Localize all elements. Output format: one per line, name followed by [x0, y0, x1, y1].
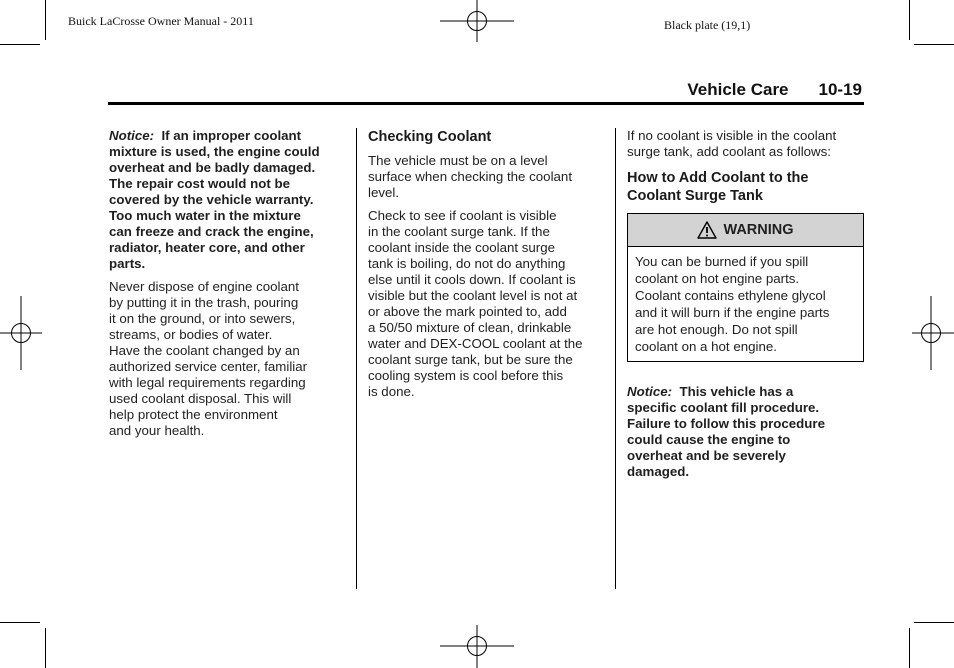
running-head — [687, 80, 862, 100]
body-line: else until it cools down. If coolant is — [368, 272, 576, 287]
crop-mark-bl-vertical — [45, 628, 46, 668]
body-line: a 50/50 mixture of clean, drinkable — [368, 320, 572, 335]
notice-line: damaged. — [627, 464, 690, 479]
body-line: with legal requirements regarding — [109, 375, 306, 390]
crop-mark-tl-horizontal — [0, 44, 40, 45]
check-surge-tank-paragraph — [368, 208, 610, 400]
column-1 — [109, 128, 349, 446]
body-line: If no coolant is visible in the coolant — [627, 128, 837, 143]
body-line: Check to see if coolant is visible — [368, 208, 557, 223]
body-line: in the coolant surge tank. If the — [368, 224, 550, 239]
heading-line: Coolant Surge Tank — [627, 188, 763, 204]
body-line: cooling system is cool before this — [368, 368, 564, 383]
notice-line: overheat and be badly damaged. — [109, 160, 316, 175]
section-title: Vehicle Care — [687, 80, 789, 99]
registration-mark-right — [910, 296, 954, 370]
body-line: is done. — [368, 384, 415, 399]
notice-line: specific coolant fill procedure. — [627, 400, 820, 415]
body-line: The vehicle must be on a level — [368, 153, 548, 168]
body-line: water and DEX-COOL coolant at the — [368, 336, 583, 351]
column-divider-2 — [615, 128, 616, 589]
crop-mark-tr-vertical — [909, 0, 910, 40]
body-line: streams, or bodies of water. — [109, 327, 273, 342]
body-line: visible but the coolant level is not at — [368, 288, 578, 303]
body-line: it on the ground, or into sewers, — [109, 311, 296, 326]
notice-line: parts. — [109, 256, 146, 271]
body-line: coolant surge tank, but be sure the — [368, 352, 573, 367]
body-line: level. — [368, 185, 400, 200]
body-line: and your health. — [109, 423, 205, 438]
body-line: used coolant disposal. This will — [109, 391, 292, 406]
body-line: surface when checking the coolant — [368, 169, 573, 184]
notice-line: Failure to follow this procedure — [627, 416, 825, 431]
crop-mark-tl-vertical — [45, 0, 46, 40]
page-number: 10-19 — [818, 80, 862, 99]
no-coolant-intro — [627, 128, 864, 160]
manual-title: Buick LaCrosse Owner Manual - 2011 — [68, 14, 254, 28]
column-3 — [627, 128, 864, 487]
notice-line: mixture is used, the engine could — [109, 144, 320, 159]
warning-header — [628, 214, 863, 247]
warning-line: coolant on a hot engine. — [635, 339, 777, 354]
column-divider-1 — [356, 128, 357, 589]
body-line: tank is boiling, do not do anything — [368, 256, 566, 271]
warning-title: WARNING — [723, 222, 794, 238]
notice-line: could cause the engine to — [627, 432, 791, 447]
body-line: by putting it in the trash, pouring — [109, 295, 299, 310]
notice-line: The repair cost would not be — [109, 176, 291, 191]
notice-line: can freeze and crack the engine, — [109, 224, 314, 239]
body-line: coolant inside the coolant surge — [368, 240, 556, 255]
body-line: authorized service center, familiar — [109, 359, 308, 374]
body-line: Never dispose of engine coolant — [109, 279, 299, 294]
notice-line: If an improper coolant — [161, 128, 302, 143]
level-surface-paragraph — [368, 153, 610, 201]
warning-body — [628, 247, 863, 361]
notice-line: covered by the vehicle warranty. — [109, 192, 314, 207]
coolant-disposal-paragraph — [109, 279, 349, 439]
crop-mark-tr-horizontal — [914, 44, 954, 45]
crop-mark-br-horizontal — [914, 622, 954, 623]
crop-mark-br-vertical — [909, 628, 910, 668]
notice-line: This vehicle has a — [679, 384, 794, 399]
body-line: surge tank, add coolant as follows: — [627, 144, 832, 159]
registration-mark-bottom — [440, 625, 514, 668]
column-2 — [368, 128, 610, 407]
warning-line: You can be burned if you spill — [635, 254, 809, 269]
warning-triangle-icon — [697, 221, 717, 239]
notice-line: radiator, heater core, and other — [109, 240, 305, 255]
body-line: Have the coolant changed by an — [109, 343, 300, 358]
notice-label: Notice: — [627, 384, 673, 399]
notice-line: overheat and be severely — [627, 448, 786, 463]
plate-label: Black plate (19,1) — [664, 18, 751, 32]
notice-label: Notice: — [109, 128, 155, 143]
heading-line: How to Add Coolant to the — [627, 170, 809, 186]
warning-line: and it will burn if the engine parts — [635, 305, 830, 320]
body-line: or above the mark pointed to, add — [368, 304, 567, 319]
registration-mark-top — [440, 0, 514, 44]
registration-mark-left — [0, 296, 44, 370]
warning-line: coolant on hot engine parts. — [635, 271, 800, 286]
notice-engine-coolant — [109, 128, 349, 272]
body-line: help protect the environment — [109, 407, 278, 422]
warning-line: are hot enough. Do not spill — [635, 322, 798, 337]
header-rule — [108, 102, 864, 105]
notice-fill-procedure — [627, 384, 864, 480]
warning-box — [627, 213, 864, 362]
warning-line: Coolant contains ethylene glycol — [635, 288, 826, 303]
crop-mark-bl-horizontal — [0, 622, 40, 623]
section-heading-checking-coolant: Checking Coolant — [368, 129, 492, 145]
section-heading-add-coolant — [627, 169, 864, 205]
notice-line: Too much water in the mixture — [109, 208, 301, 223]
